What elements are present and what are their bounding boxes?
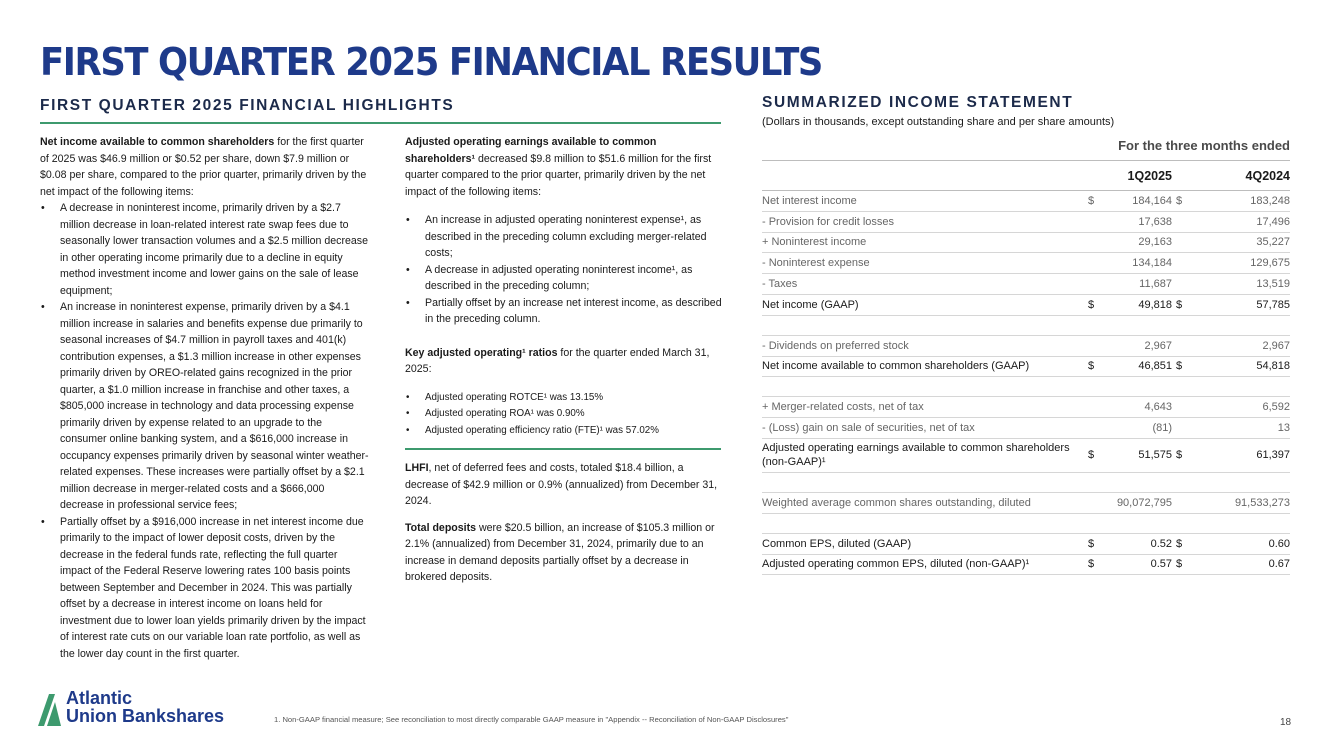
table-spacer-row (762, 377, 1290, 397)
column-divider (405, 448, 721, 450)
currency-symbol (1172, 232, 1186, 253)
value-4q2024: 57,785 (1186, 294, 1290, 315)
value-4q2024: 13 (1186, 418, 1290, 439)
table-spacer-row (762, 513, 1290, 533)
value-4q2024: 17,496 (1186, 211, 1290, 232)
currency-symbol (1084, 335, 1098, 356)
logo-line-2: Union Bankshares (66, 705, 225, 726)
column-header: 4Q2024 (1172, 162, 1290, 191)
row-label: Net income (GAAP) (762, 294, 1084, 315)
table-row (762, 335, 1290, 356)
table-row (762, 418, 1290, 439)
income-statement-table (762, 162, 1290, 575)
company-logo (38, 690, 258, 730)
row-label: - Taxes (762, 274, 1084, 295)
list-item: • An increase in adjusted operating noninterest expense¹, as described in the preceding column excluding merger-related costs; (405, 212, 728, 262)
currency-symbol (1084, 492, 1098, 513)
value-1q2025: 49,818 (1098, 294, 1172, 315)
adjusted-earnings-text: decreased $9.8 million to $51.6 million for the first quarter compared to the prior quarter, primarily driven by the net impact of the following items: (405, 152, 712, 198)
currency-symbol: $ (1084, 191, 1098, 212)
spacer-cell (762, 472, 1290, 492)
deposits-paragraph (405, 520, 728, 586)
table-row (762, 294, 1290, 315)
column-header: 1Q2025 (1084, 162, 1172, 191)
currency-symbol: $ (1172, 294, 1186, 315)
spacer-cell (762, 315, 1290, 335)
value-1q2025: 29,163 (1098, 232, 1172, 253)
currency-symbol (1172, 335, 1186, 356)
value-4q2024: 54,818 (1186, 356, 1290, 377)
value-1q2025: 0.52 (1098, 533, 1172, 554)
adjusted-earnings-paragraph (405, 134, 728, 200)
footnote: 1. Non-GAAP financial measure; See reconciliation to most directly comparable GAAP measure in "Appendix -- Reconciliation of Non-GAAP Disclosures" (274, 715, 789, 724)
row-label: Weighted average common shares outstanding, diluted (762, 492, 1084, 513)
row-label: - Provision for credit losses (762, 211, 1084, 232)
table-spacer-row (762, 472, 1290, 492)
table-row (762, 253, 1290, 274)
currency-symbol: $ (1172, 356, 1186, 377)
list-item: • Adjusted operating ROA¹ was 0.90% (405, 406, 728, 423)
list-item: • Partially offset by an increase net interest income, as described in the preceding column. (405, 295, 728, 328)
currency-symbol: $ (1172, 191, 1186, 212)
list-item: • An increase in noninterest expense, primarily driven by a $4.1 million increase in salaries and benefits expense due primarily to seasonal increases of $4.7 million in payroll taxes and 401(k) contribution expenses, a $1.3 million increase in other expenses primarily driven by OREO-related gains recognized in the prior quarter, a $1.0 million increase in franchise and other taxes, a $805,000 increase in technology and data processing expense primarily driven by expense related to an upgrade to the consumer online banking system, and a $616,000 increase in occupancy expenses primarily driven by seasonal winter weather-related expenses. These increases were partially offset by a $2.1 million decrease in merger-related costs and a $666,000 decrease in professional service fees; (40, 299, 370, 514)
list-item: • Adjusted operating efficiency ratio (FTE)¹ was 57.02% (405, 423, 728, 440)
table-row (762, 397, 1290, 418)
currency-symbol (1084, 397, 1098, 418)
list-item: • A decrease in noninterest income, primarily driven by a $2.7 million decrease in loan-related interest rate swap fees due to seasonally lower transaction volumes and a $2.5 million decrease in other operating income primarily due to a decline in equity method investment income and lower gains on the sale of lease equipment; (40, 200, 370, 299)
currency-symbol: $ (1084, 356, 1098, 377)
row-label: Adjusted operating common EPS, diluted (non-GAAP)¹ (762, 554, 1084, 575)
logo-mark-icon (38, 692, 64, 728)
highlights-divider (40, 122, 721, 124)
value-1q2025: 184,164 (1098, 191, 1172, 212)
currency-symbol: $ (1084, 554, 1098, 575)
spacer-cell (762, 377, 1290, 397)
adjusted-earnings-bullets (405, 212, 728, 328)
value-1q2025: 2,967 (1098, 335, 1172, 356)
value-4q2024: 13,519 (1186, 274, 1290, 295)
ratios-text: for the quarter ended March 31, 2025: (405, 346, 710, 375)
table-row (762, 438, 1290, 472)
currency-symbol (1084, 418, 1098, 439)
value-4q2024: 183,248 (1186, 191, 1290, 212)
lhfi-paragraph (405, 460, 728, 510)
value-1q2025: 11,687 (1098, 274, 1172, 295)
table-row (762, 554, 1290, 575)
value-1q2025: 17,638 (1098, 211, 1172, 232)
currency-symbol (1172, 211, 1186, 232)
list-item: • Partially offset by a $916,000 increase in net interest income due primarily to the impact of lower deposit costs, driven by the decrease in the federal funds rate, reflecting the full quarter impact of the Federal Reserve lowering rates 100 basis points between September and December in 2024. This was partially offset by a decrease in interest income on loans held for investment due to lower loan yields primarily driven by the impact of interest rate cuts on our variable loan rate portfolio, as well as the lower day count in the first quarter. (40, 514, 370, 663)
table-row (762, 191, 1290, 212)
value-4q2024: 91,533,273 (1186, 492, 1290, 513)
table-row (762, 492, 1290, 513)
logo-text (66, 690, 224, 725)
row-label: + Noninterest income (762, 232, 1084, 253)
currency-symbol (1172, 492, 1186, 513)
income-statement-heading: SUMMARIZED INCOME STATEMENT (762, 94, 1074, 111)
table-row (762, 356, 1290, 377)
row-label: - (Loss) gain on sale of securities, net of tax (762, 418, 1084, 439)
value-1q2025: (81) (1098, 418, 1172, 439)
currency-symbol: $ (1172, 438, 1186, 472)
page-title: FIRST QUARTER 2025 FINANCIAL RESULTS (40, 40, 822, 84)
value-4q2024: 35,227 (1186, 232, 1290, 253)
value-1q2025: 46,851 (1098, 356, 1172, 377)
ratios-lead: Key adjusted operating¹ ratios (405, 346, 558, 359)
value-1q2025: 134,184 (1098, 253, 1172, 274)
value-4q2024: 0.60 (1186, 533, 1290, 554)
lhfi-lead: LHFI (405, 462, 429, 474)
value-4q2024: 0.67 (1186, 554, 1290, 575)
spacer-cell (762, 513, 1290, 533)
value-4q2024: 6,592 (1186, 397, 1290, 418)
list-item: • A decrease in adjusted operating noninterest income¹, as described in the preceding column; (405, 262, 728, 295)
currency-symbol (1084, 253, 1098, 274)
ratios-bullets (405, 390, 728, 440)
currency-symbol (1172, 274, 1186, 295)
net-income-lead: Net income available to common shareholders (40, 136, 275, 148)
deposits-lead: Total deposits (405, 521, 477, 534)
highlights-heading: FIRST QUARTER 2025 FINANCIAL HIGHLIGHTS (40, 97, 455, 114)
currency-symbol (1172, 418, 1186, 439)
table-header-row (762, 162, 1290, 191)
row-label: - Noninterest expense (762, 253, 1084, 274)
row-label: - Dividends on preferred stock (762, 335, 1084, 356)
net-income-bullets (40, 200, 370, 662)
page-number: 18 (1280, 717, 1292, 728)
currency-symbol (1084, 211, 1098, 232)
income-statement-subheading: (Dollars in thousands, except outstanding share and per share amounts) (762, 116, 1115, 128)
logo-line-1: Atlantic (66, 688, 133, 708)
table-row (762, 533, 1290, 554)
currency-symbol: $ (1172, 533, 1186, 554)
row-label: Net interest income (762, 191, 1084, 212)
highlights-column-1 (40, 134, 370, 662)
value-4q2024: 129,675 (1186, 253, 1290, 274)
currency-symbol (1084, 274, 1098, 295)
period-label: For the three months ended (1118, 138, 1290, 153)
value-1q2025: 90,072,795 (1098, 492, 1172, 513)
table-row (762, 274, 1290, 295)
currency-symbol: $ (1084, 533, 1098, 554)
row-label: + Merger-related costs, net of tax (762, 397, 1084, 418)
deposits-text: were $20.5 billion, an increase of $105.3 million or 2.1% (annualized) from December 31, 2024, primarily due to an increase in demand deposits partially offset by a decrease in brokered deposits. (405, 521, 715, 583)
adjusted-earnings-lead: Adjusted operating earnings available to common shareholders¹ (405, 136, 657, 165)
lhfi-text: , net of deferred fees and costs, totaled $18.4 billion, a decrease of $42.9 million or 0.9% (annualized) from December 31, 2024. (405, 462, 718, 507)
row-label: Net income available to common shareholders (GAAP) (762, 356, 1084, 377)
value-1q2025: 51,575 (1098, 438, 1172, 472)
value-1q2025: 0.57 (1098, 554, 1172, 575)
currency-symbol (1172, 253, 1186, 274)
currency-symbol: $ (1172, 554, 1186, 575)
header-spacer (762, 162, 1084, 191)
period-divider (762, 160, 1290, 161)
table-row (762, 232, 1290, 253)
highlights-column-2 (405, 134, 728, 586)
row-label: Adjusted operating earnings available to common shareholders (non-GAAP)¹ (762, 438, 1084, 472)
table-row (762, 211, 1290, 232)
value-1q2025: 4,643 (1098, 397, 1172, 418)
net-income-text: for the first quarter of 2025 was $46.9 million or $0.52 per share, down $7.9 million or $0.08 per share, compared to the prior quarter, primarily driven by the net impact of the following items: (40, 136, 367, 198)
table-spacer-row (762, 315, 1290, 335)
ratios-paragraph (405, 345, 728, 378)
row-label: Common EPS, diluted (GAAP) (762, 533, 1084, 554)
net-income-paragraph (40, 134, 370, 200)
value-4q2024: 61,397 (1186, 438, 1290, 472)
currency-symbol: $ (1084, 438, 1098, 472)
currency-symbol: $ (1084, 294, 1098, 315)
list-item: • Adjusted operating ROTCE¹ was 13.15% (405, 390, 728, 407)
currency-symbol (1084, 232, 1098, 253)
currency-symbol (1172, 397, 1186, 418)
value-4q2024: 2,967 (1186, 335, 1290, 356)
